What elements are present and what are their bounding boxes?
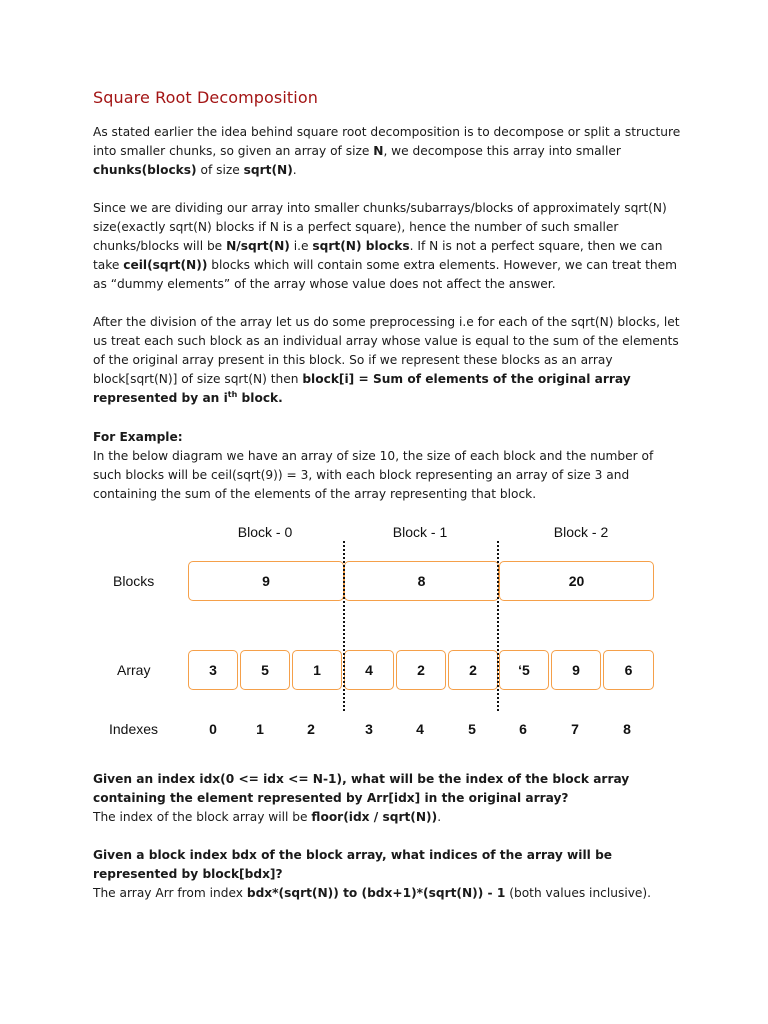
index-label: 6	[519, 721, 527, 737]
text-run: , we decompose this array into smaller	[383, 144, 621, 158]
block-header: Block - 0	[237, 524, 293, 540]
bold-run: N/sqrt(N)	[226, 239, 290, 253]
array-cell: 5	[240, 650, 290, 690]
preprocessing-paragraph	[93, 313, 683, 408]
blocks-count-paragraph	[93, 199, 683, 294]
bold-run: chunks(blocks)	[93, 163, 197, 177]
text-run: . If N is not a perfect square, then we can take	[93, 239, 663, 272]
array-cell: ‘5	[499, 650, 549, 690]
block-cell: 20	[499, 561, 654, 601]
text-run: (both values inclusive).	[505, 886, 652, 900]
block-separator	[497, 541, 499, 711]
index-label: 5	[468, 721, 476, 737]
array-cell: 3	[188, 650, 238, 690]
text-run: The index of the block array will be	[93, 810, 312, 824]
text-run: After the division of the array let us do some preprocessing i.e for each of the sqrt(N) blocks, let us treat each such block as an individual array whose value is equal to the sum of the elements of the original array present in this block. So if we represent these blocks as an array block[sqrt(N)] of size sqrt(N) then	[93, 315, 680, 386]
index-label: 8	[623, 721, 631, 737]
text-run: Since we are dividing our array into smaller chunks/subarrays/blocks of approximately sqrt(N) size(exactly sqrt(N) blocks if N is a perfect square), hence the number of such smaller chunks/blocks will be	[93, 201, 667, 253]
array-cell: 2	[448, 650, 498, 690]
block-cell: 8	[344, 561, 499, 601]
index-label: 0	[209, 721, 217, 737]
text-run: blocks which will contain some extra elements. However, we can treat them as “dummy elements” of the array whose value does not affect the answer.	[93, 258, 678, 291]
row-label-blocks: Blocks	[113, 573, 155, 589]
text-run: .	[292, 163, 297, 177]
bold-run: ceil(sqrt(N))	[123, 258, 208, 272]
index-label: 2	[307, 721, 315, 737]
bold-run: sqrt(N) blocks	[312, 239, 410, 253]
decomposition-diagram	[100, 515, 680, 745]
bold-run: bdx*(sqrt(N)) to (bdx+1)*(sqrt(N)) - 1	[246, 886, 506, 900]
block-separator	[343, 541, 345, 711]
index-label: 3	[365, 721, 373, 737]
block-header: Block - 1	[392, 524, 448, 540]
array-cell: 6	[603, 650, 654, 690]
example-heading: For Example:	[93, 430, 183, 444]
row-label-array: Array	[117, 662, 151, 678]
text-run: As stated earlier the idea behind square root decomposition is to decompose or split a structure into smaller chunks, so given an array of size	[93, 125, 681, 158]
index-label: 1	[256, 721, 264, 737]
bold-run: floor(idx / sqrt(N))	[311, 810, 438, 824]
block-index-question	[93, 770, 683, 827]
block-header: Block - 2	[553, 524, 609, 540]
text-run: block[i] = Sum of elements of the original array represented by an i	[93, 372, 631, 405]
array-cell: 2	[396, 650, 446, 690]
text-run: .	[437, 810, 442, 824]
text-run: The array Arr from index	[93, 886, 247, 900]
question-text: Given a block index bdx of the block array, what indices of the array will be represented by block[bdx]?	[93, 848, 613, 881]
array-range-question	[93, 846, 683, 903]
row-label-indexes: Indexes	[109, 721, 159, 737]
question-text: Given an index idx(0 <= idx <= N-1), what will be the index of the block array containing the element represented by Arr[idx] in the original array?	[93, 772, 630, 805]
bold-run: N	[373, 144, 384, 158]
array-cell: 4	[344, 650, 394, 690]
array-cell: 1	[292, 650, 342, 690]
text-run: i.e	[289, 239, 313, 253]
text-run: block.	[237, 391, 283, 405]
example-paragraph	[93, 428, 683, 504]
text-run: of size	[196, 163, 244, 177]
index-label: 7	[571, 721, 579, 737]
array-cell: 9	[551, 650, 601, 690]
text-run: In the below diagram we have an array of size 10, the size of each block and the number of such blocks will be ceil(sqrt(9)) = 3, with each block representing an array of size 3 and containing the sum of the elements of the array representing that block.	[93, 449, 654, 501]
intro-paragraph	[93, 123, 683, 180]
index-label: 4	[416, 721, 424, 737]
page-title: Square Root Decomposition	[93, 88, 318, 107]
block-cell: 9	[188, 561, 344, 601]
superscript: th	[227, 389, 238, 399]
bold-run: sqrt(N)	[243, 163, 293, 177]
